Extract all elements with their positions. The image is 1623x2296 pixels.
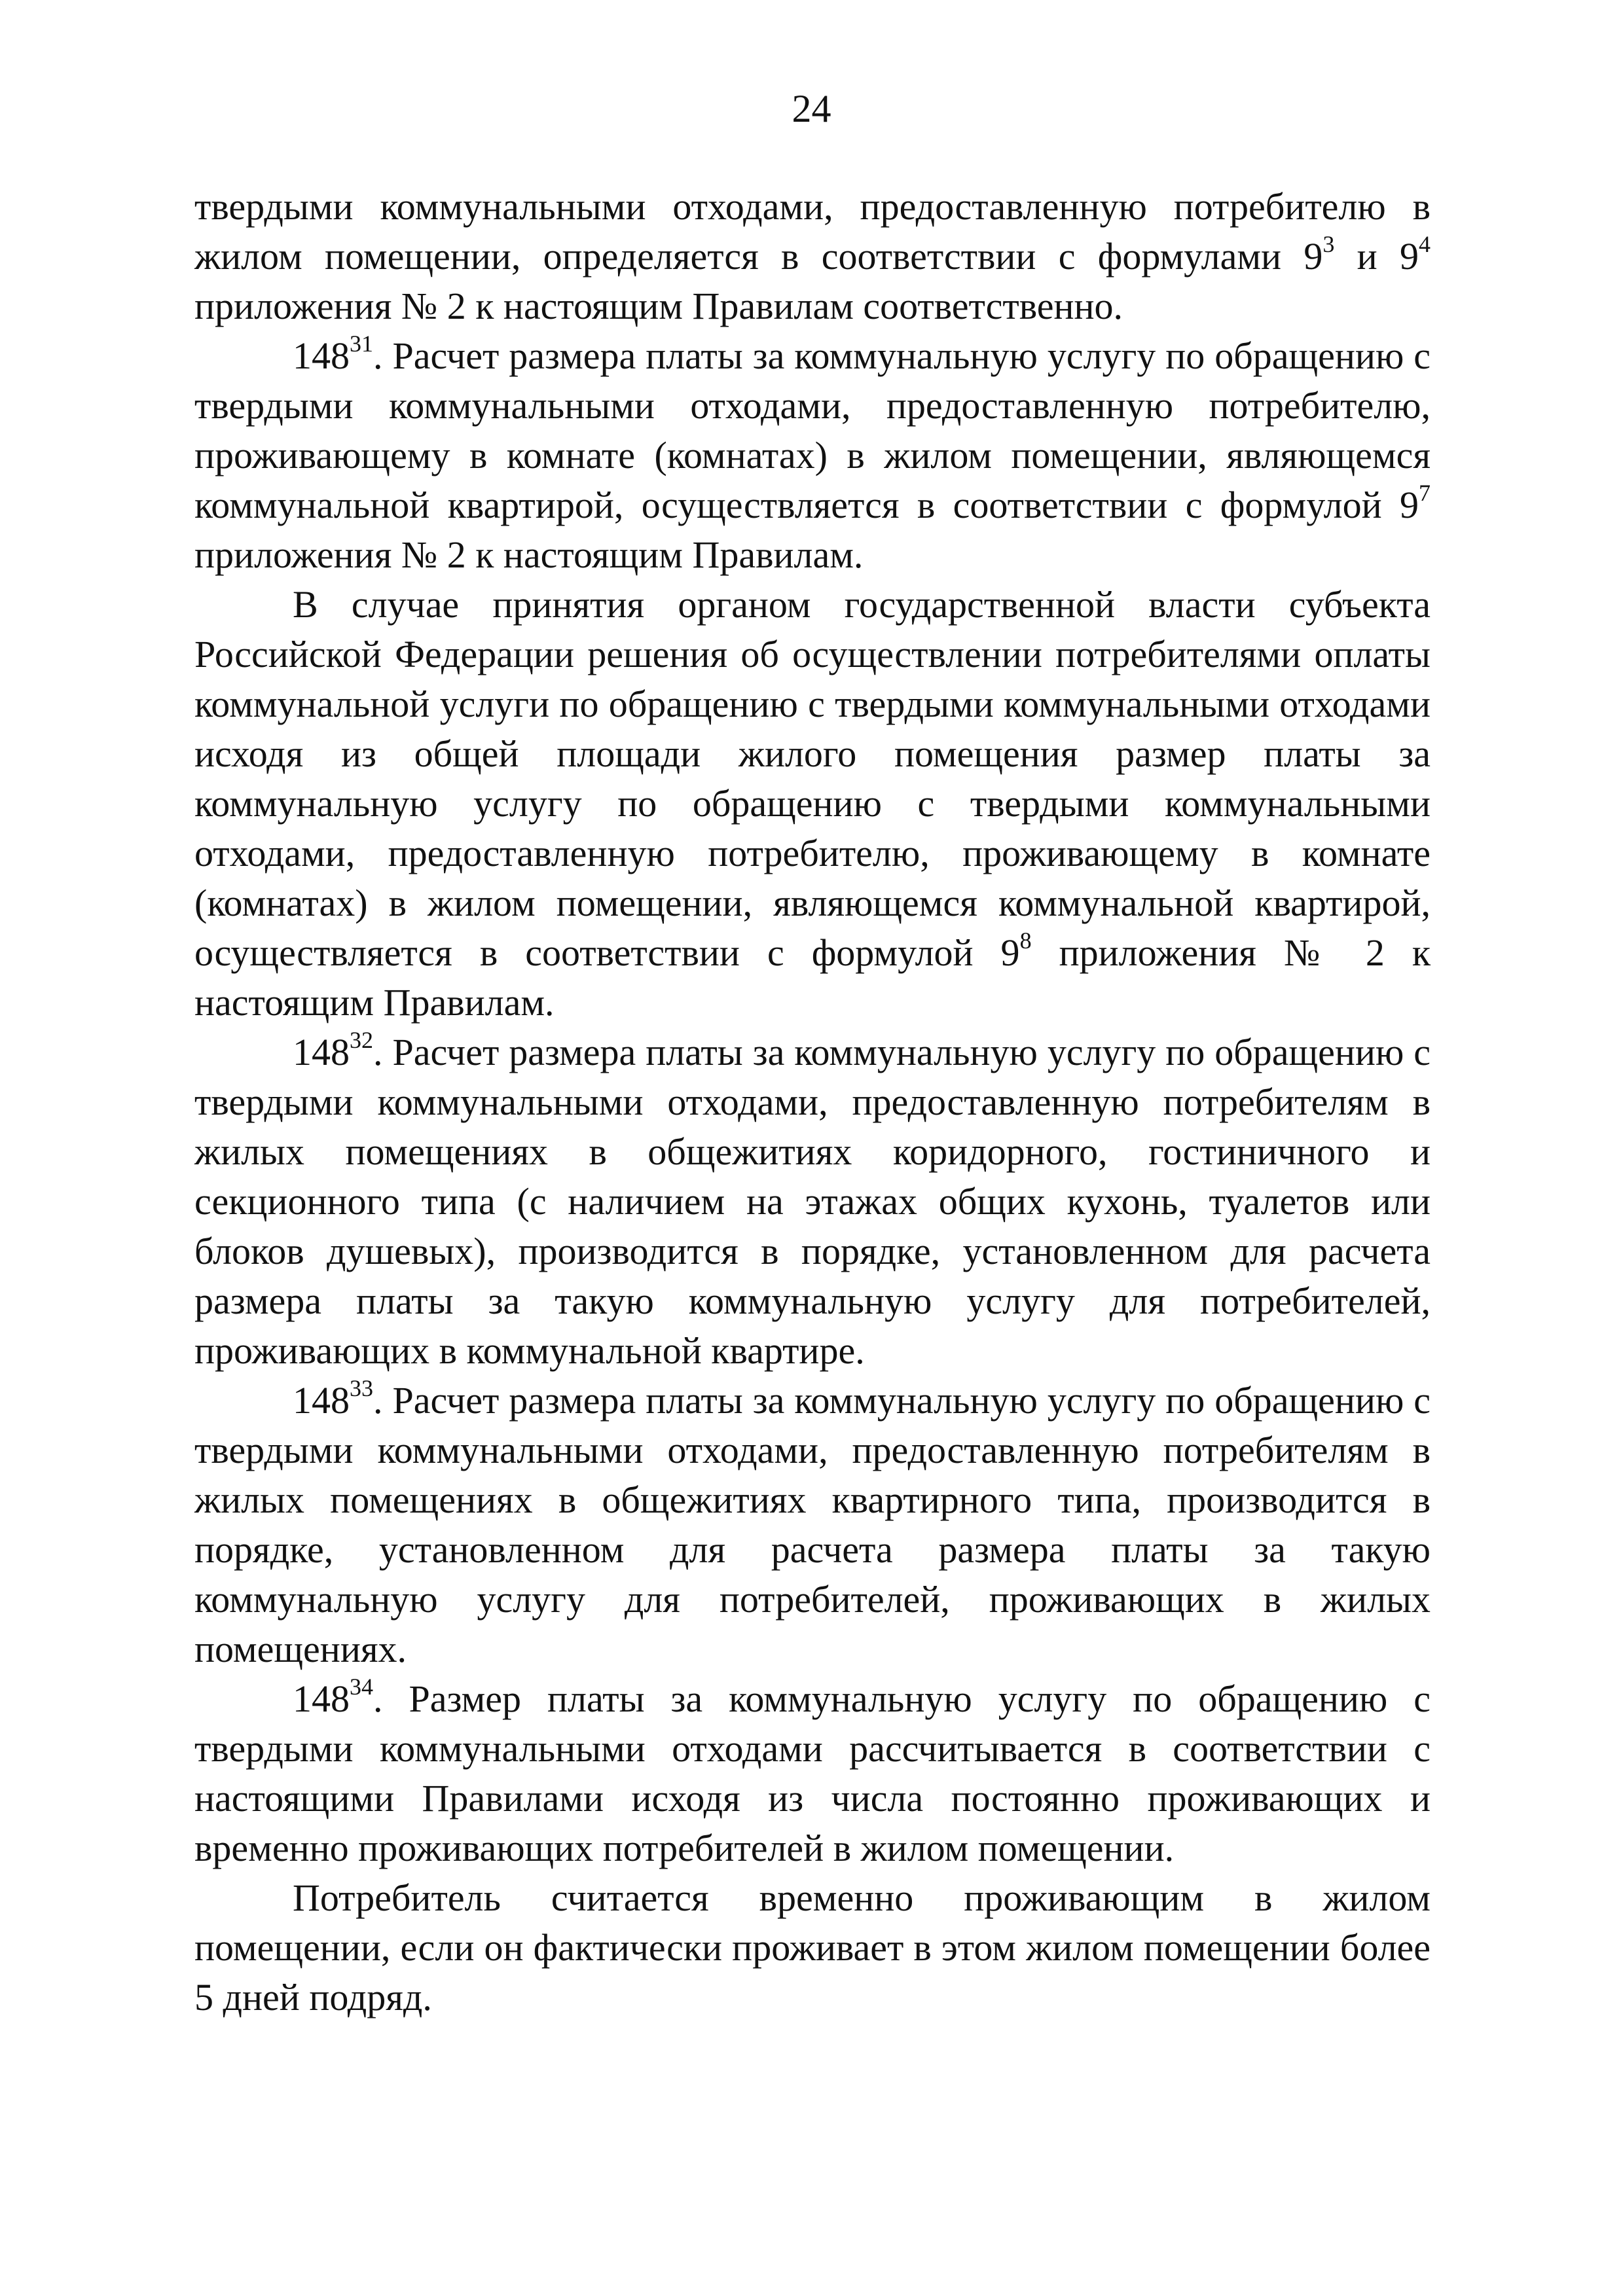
- text-segment: 148: [293, 1031, 350, 1073]
- page-number: 24: [792, 87, 831, 130]
- paragraph: [194, 1873, 1431, 2022]
- paragraph: [194, 331, 1431, 580]
- superscript: 34: [350, 1673, 373, 1700]
- superscript: 33: [350, 1374, 373, 1401]
- text-segment: . Расчет размера платы за коммунальную услугу по обращению с твердыми коммунальными отходами, предоставленную потребителям в жилых помещениях в общежитиях квартирного типа, производится в порядке, установленном для расчета размера платы за такую коммунальную услугу для потребителей, проживающих в жилых помещениях.: [194, 1379, 1431, 1670]
- text-segment: твердыми коммунальными отходами, предоставленную потребителю в жилом помещении, определяется в соответствии с формулами 9: [194, 185, 1431, 278]
- text-segment: 148: [293, 1677, 350, 1720]
- superscript: 32: [350, 1026, 373, 1053]
- superscript: 4: [1419, 230, 1431, 257]
- paragraph: [194, 580, 1431, 1028]
- text-segment: . Расчет размера платы за коммунальную услугу по обращению с твердыми коммунальными отходами, предоставленную потребителю, проживающему в комнате (комнатах) в жилом помещении, являющемся коммунальной квартирой, осуществляется в соответствии с формулой 9: [194, 334, 1431, 526]
- text-segment: приложения № 2 к настоящим Правилам.: [194, 931, 1431, 1024]
- superscript: 31: [350, 330, 373, 357]
- superscript: 3: [1322, 230, 1335, 257]
- text-segment: 148: [293, 1379, 350, 1422]
- paragraph: [194, 1028, 1431, 1376]
- paragraph: [194, 1674, 1431, 1873]
- text-segment: Потребитель считается временно проживающим в жилом помещении, если он фактически проживает в этом жилом помещении более 5 дней подряд.: [194, 1876, 1431, 2018]
- paragraph: [194, 1376, 1431, 1674]
- text-segment: и 9: [1334, 235, 1419, 278]
- text-segment: . Расчет размера платы за коммунальную услугу по обращению с твердыми коммунальными отходами, предоставленную потребителям в жилых помещениях в общежитиях коридорного, гостиничного и секционного типа (с наличием на этажах общих кухонь, туалетов или блоков душевых), производится в порядке, установленном для расчета размера платы за такую коммунальную услугу для потребителей, проживающих в коммунальной квартире.: [194, 1031, 1431, 1372]
- text-segment: приложения № 2 к настоящим Правилам соответственно.: [194, 285, 1123, 327]
- superscript: 8: [1019, 927, 1032, 954]
- paragraph: [194, 182, 1431, 331]
- text-segment: В случае принятия органом государственной власти субъекта Российской Федерации решения об осуществлении потребителями оплаты коммунальной услуги по обращению с твердыми коммунальными отходами исходя из общей площади жилого помещения размер платы за коммунальную услугу по обращению с твердыми коммунальными отходами, предоставленную потребителю, проживающему в комнате (комнатах) в жилом помещении, являющемся коммунальной квартирой, осуществляется в соответствии с формулой 9: [194, 583, 1431, 974]
- text-segment: приложения № 2 к настоящим Правилам.: [194, 533, 864, 576]
- text-segment: 148: [293, 334, 350, 377]
- document-body: [194, 182, 1431, 2022]
- superscript: 7: [1419, 479, 1431, 506]
- text-segment: . Размер платы за коммунальную услугу по обращению с твердыми коммунальными отходами рассчитывается в соответствии с настоящими Правилами исходя из числа постоянно проживающих и временно проживающих потребителей в жилом помещении.: [194, 1677, 1431, 1869]
